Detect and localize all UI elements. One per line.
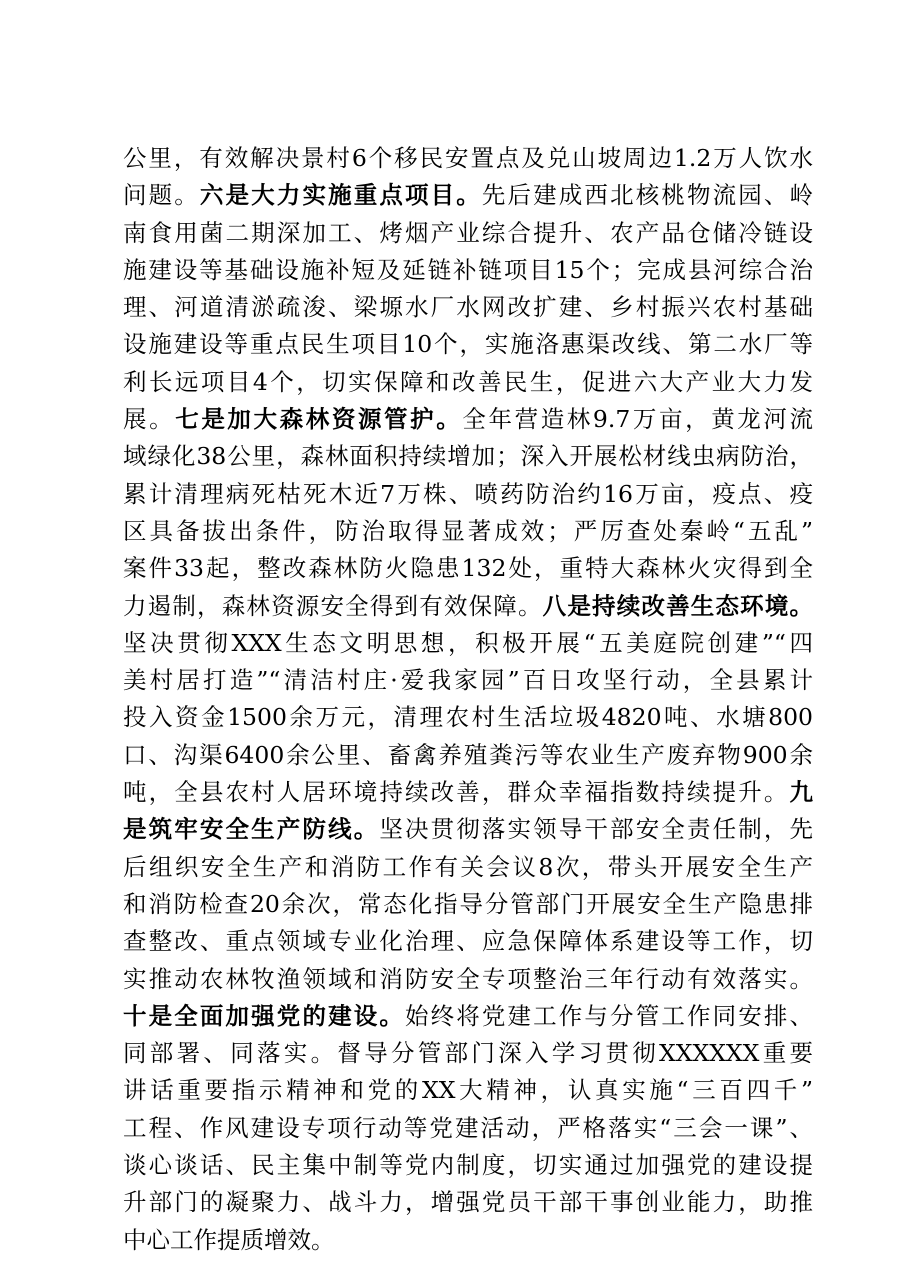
- bold-heading-text: 是筑牢安全生产防线。: [123, 815, 380, 844]
- body-text: 升部门的凝聚力、战斗力，增强党员干部干事创业能力，助推: [123, 1188, 813, 1217]
- text-line: [123, 699, 813, 736]
- body-text: 坚决贯彻XXX生态文明思想，积极开展“五美庭院创建”“四: [123, 628, 813, 657]
- bold-heading-text: 八是持续改善生态环境。: [542, 591, 813, 620]
- bold-heading-text: 七是加大森林资源管护。: [175, 405, 463, 434]
- body-text: 谈心谈话、民主集中制等党内制度，切实通过加强党的建设提: [123, 1151, 813, 1180]
- body-text: 吨，全县农村人居环境持续改善，群众幸福指数持续提升。: [123, 778, 790, 807]
- body-text: 同部署、同落实。督导分管部门深入学习贯彻XXXXXX重要: [123, 1039, 813, 1068]
- body-text: 累计清理病死枯死木近7万株、喷药防治约16万亩，疫点、疫: [123, 479, 813, 508]
- text-line: [123, 1035, 813, 1072]
- body-text: 查整改、重点领域专业化治理、应急保障体系建设等工作，切: [123, 927, 813, 956]
- body-text: 中心工作提质增效。: [123, 1225, 335, 1254]
- body-text: 全年营造林9.7万亩，黄龙河流: [462, 405, 813, 434]
- body-text: 施建设等基础设施补短及延链补链项目15个；完成县河综合治: [123, 255, 813, 284]
- text-line: [123, 886, 813, 923]
- text-line: [123, 364, 813, 401]
- text-line: [123, 326, 813, 363]
- body-text: 坚决贯彻落实领导干部安全责任制，先: [379, 815, 813, 844]
- body-text: 南食用菌二期深加工、烤烟产业综合提升、农产品仓储冷链设: [123, 218, 813, 247]
- text-line: [123, 923, 813, 960]
- body-text: 设施建设等重点民生项目10个，实施洛惠渠改线、第二水厂等: [123, 330, 813, 359]
- text-line: [123, 289, 813, 326]
- body-text: 问题。: [123, 181, 200, 210]
- body-text: 美村居打造”“清洁村庄·爱我家园”百日攻坚行动，全县累计: [123, 666, 813, 695]
- body-text: 始终将党建工作与分管工作同安排、: [404, 1001, 813, 1030]
- body-text: 口、沟渠6400余公里、畜禽养殖粪污等农业生产废弃物900余: [123, 740, 813, 769]
- body-text: 域绿化38公里，森林面积持续增加；深入开展松材线虫病防治，: [123, 442, 813, 471]
- body-text: 区具备拔出条件，防治取得显著成效；严厉查处秦岭“五乱”: [123, 516, 813, 545]
- text-line: [123, 215, 813, 252]
- text-line: [123, 737, 813, 774]
- body-text: 工程、作风建设专项行动等党建活动，严格落实“三会一课”、: [123, 1113, 813, 1142]
- body-text: 先后建成西北核桃物流园、岭: [481, 181, 813, 210]
- body-text: 和消防检查20余次，常态化指导分管部门开展安全生产隐患排: [123, 889, 813, 918]
- text-line: [123, 849, 813, 886]
- bold-heading-text: 九: [789, 778, 813, 807]
- text-line: [123, 1222, 813, 1259]
- text-line: [123, 588, 813, 625]
- text-line: [123, 811, 813, 848]
- body-text: 展。: [123, 405, 176, 434]
- body-text: 公里，有效解决景村6个移民安置点及兑山坡周边1.2万人饮水: [123, 144, 813, 172]
- text-line: [123, 550, 813, 587]
- text-line: [123, 140, 813, 177]
- body-text: 投入资金1500余万元，清理农村生活垃圾4820吨、水塘800: [123, 703, 813, 732]
- bold-heading-text: 十是全面加强党的建设。: [123, 1001, 405, 1030]
- text-line: [123, 438, 813, 475]
- body-text: 力遏制，森林资源安全得到有效保障。: [123, 591, 543, 620]
- text-line: [123, 998, 813, 1035]
- body-text: 理、河道清淤疏浚、梁塬水厂水网改扩建、乡村振兴农村基础: [123, 293, 813, 322]
- text-line: [123, 401, 813, 438]
- text-line: [123, 625, 813, 662]
- body-text: 实推动农林牧渔领域和消防安全专项整治三年行动有效落实。: [123, 964, 813, 993]
- body-paragraph: [123, 140, 813, 1259]
- body-text: 利长远项目4个，切实保障和改善民生，促进六大产业大力发: [123, 367, 813, 396]
- text-line: [123, 1184, 813, 1221]
- text-line: [123, 513, 813, 550]
- body-text: 案件33起，整改森林防火隐患132处，重特大森林火灾得到全: [123, 554, 813, 583]
- text-line: [123, 662, 813, 699]
- text-line: [123, 252, 813, 289]
- body-text: 后组织安全生产和消防工作有关会议8次，带头开展安全生产: [123, 852, 813, 881]
- text-line: [123, 774, 813, 811]
- bold-heading-text: 六是大力实施重点项目。: [199, 181, 482, 210]
- text-line: [123, 177, 813, 214]
- text-line: [123, 1072, 813, 1109]
- text-line: [123, 1110, 813, 1147]
- body-text: 讲话重要指示精神和党的XX大精神，认真实施“三百四千”: [123, 1076, 813, 1105]
- text-line: [123, 1147, 813, 1184]
- text-line: [123, 961, 813, 998]
- text-line: [123, 476, 813, 513]
